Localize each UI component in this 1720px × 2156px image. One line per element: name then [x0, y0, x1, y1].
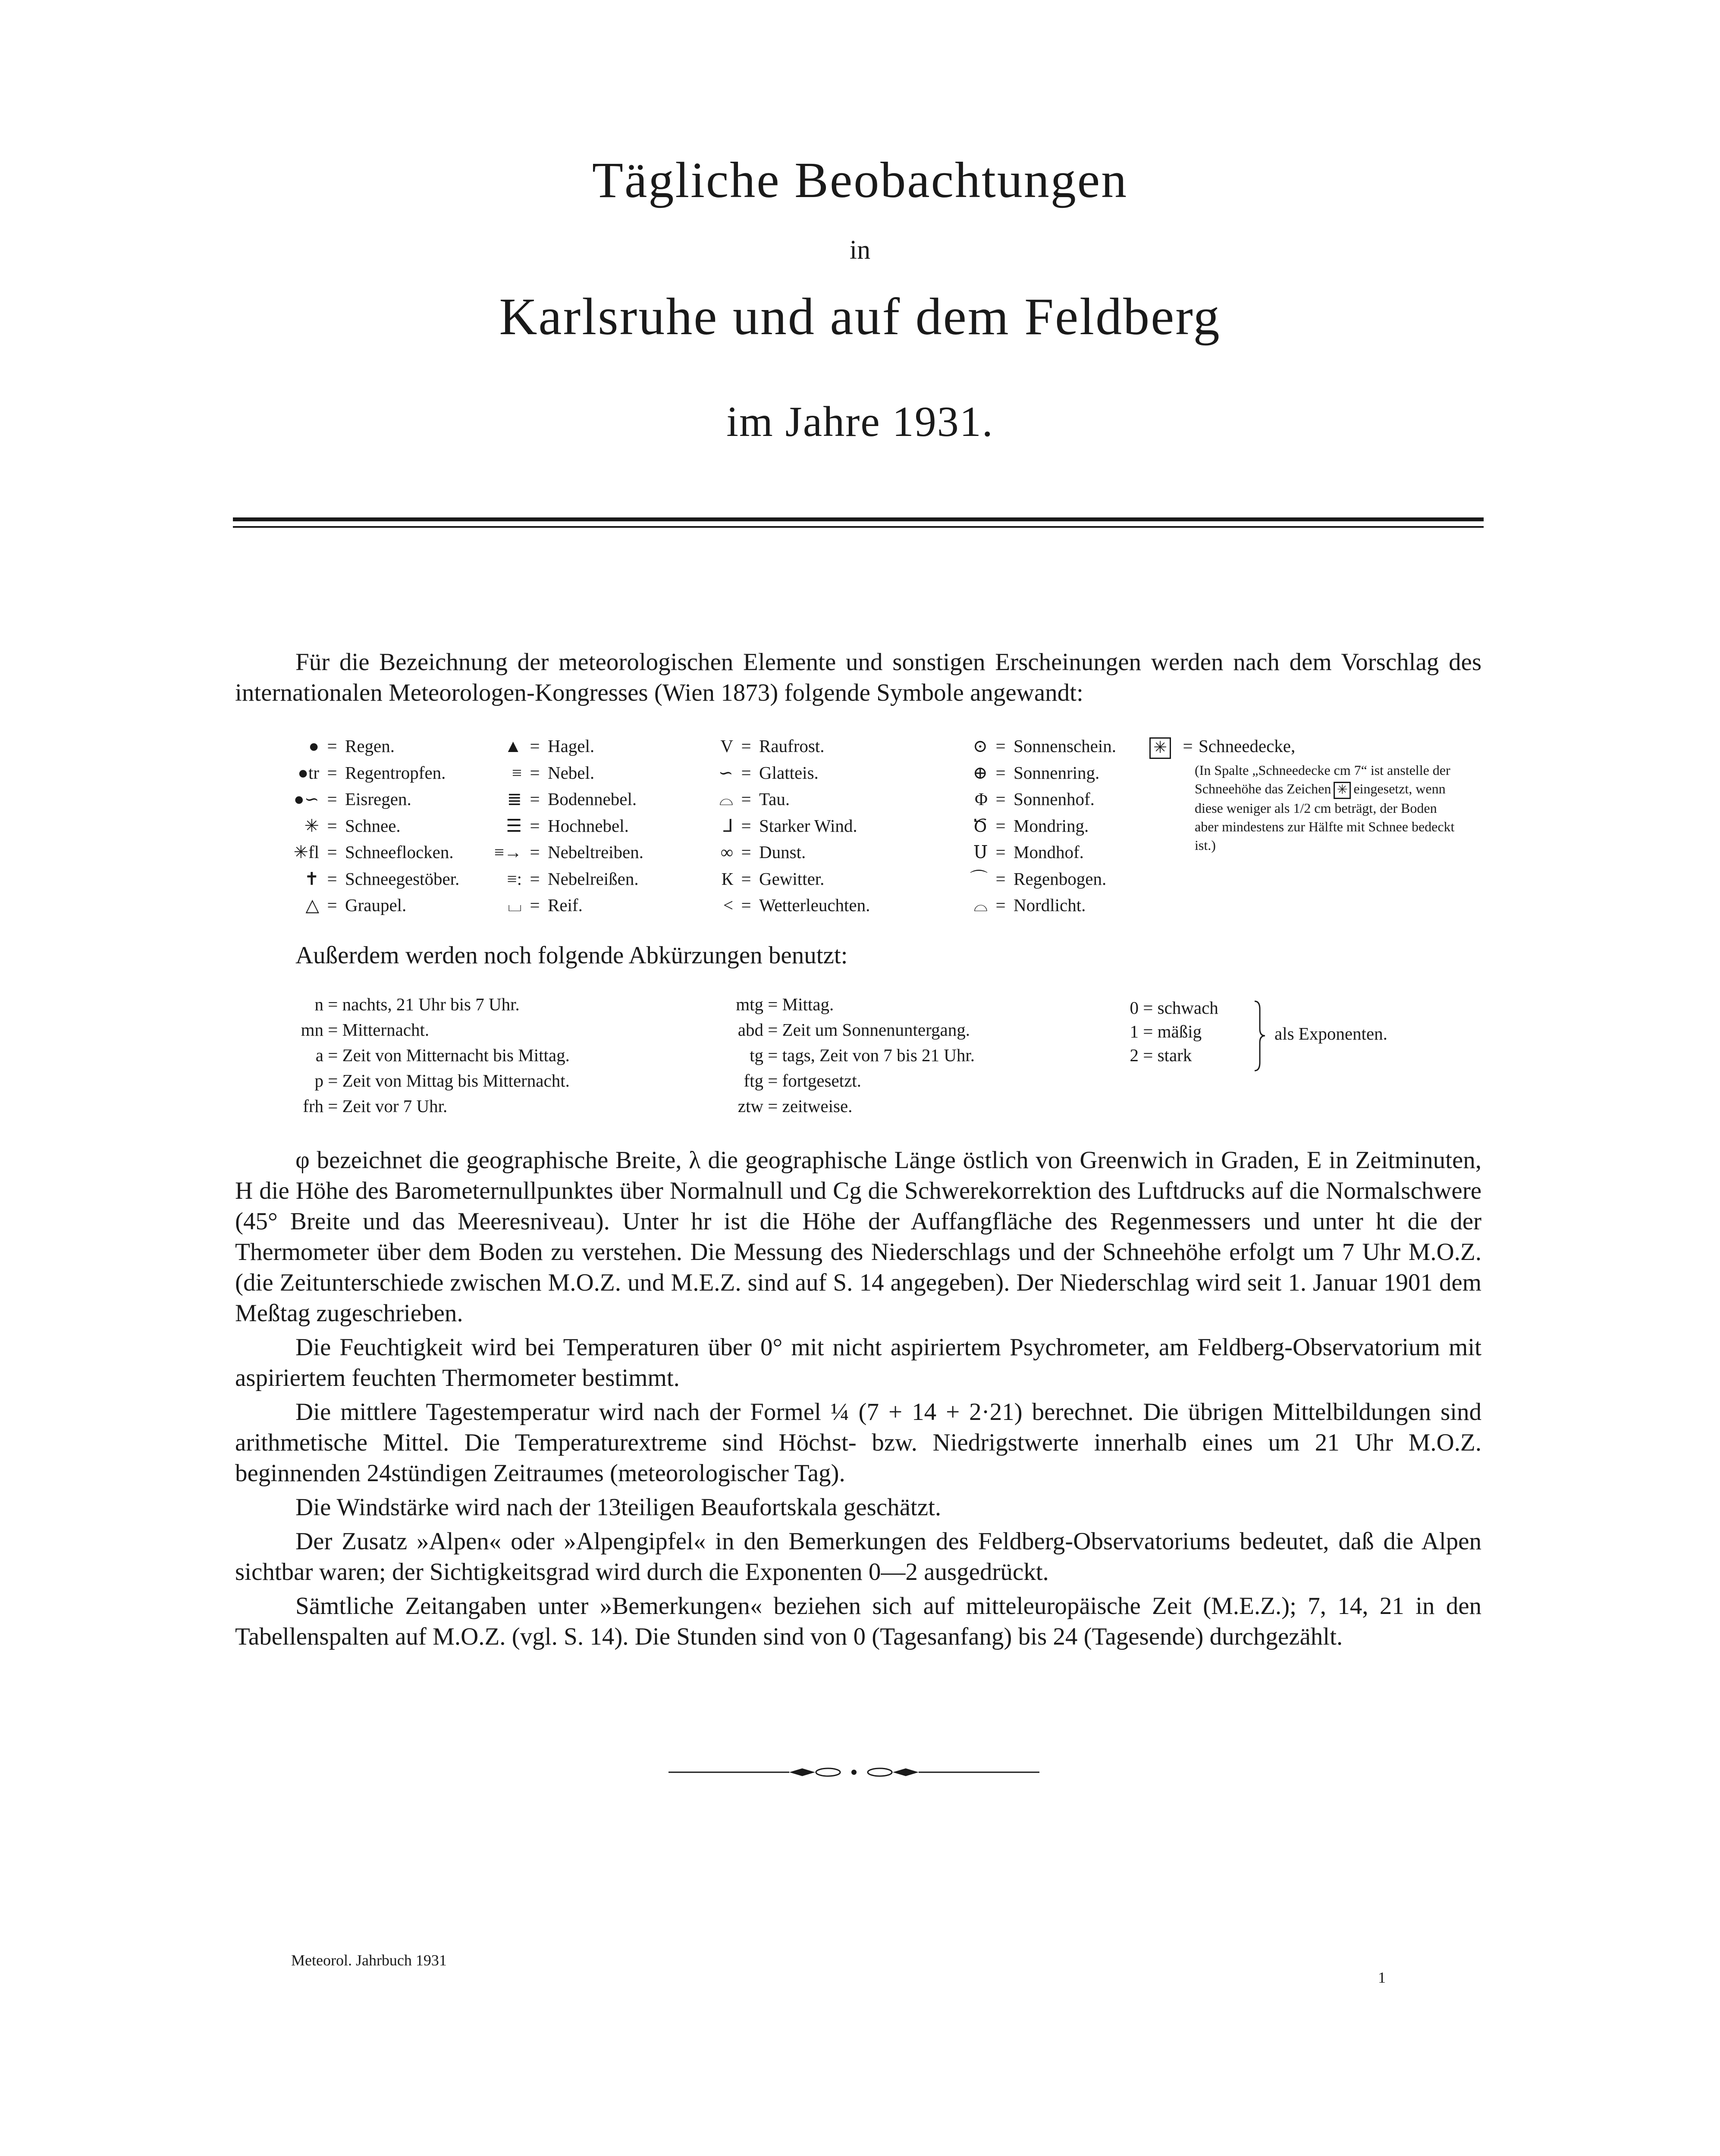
- page-title: Tägliche Beobachtungen: [592, 152, 1128, 208]
- symbol-row: ✳ = Schnee.: [267, 813, 459, 840]
- symbol-label: Schneeflocken.: [345, 842, 454, 862]
- symbol-label: Hagel.: [548, 736, 595, 756]
- symbol-label: Reif.: [548, 895, 583, 915]
- fog-drizzle-icon: ≡:: [507, 868, 522, 889]
- symbol-row: ≡→ = Nebeltreiben.: [470, 839, 643, 866]
- abbr-value: tags, Zeit von 7 bis 21 Uhr.: [782, 1045, 975, 1065]
- abbr-key: frh: [303, 1096, 323, 1116]
- snow-cover-small-icon: ✳: [1334, 782, 1351, 799]
- symbol-row: ☰ = Hochnebel.: [470, 813, 643, 840]
- page-number: 1: [1378, 1969, 1386, 1986]
- abbr-row: ztw = zeitweise.: [707, 1094, 975, 1119]
- rainbow-icon: ⌒: [970, 868, 988, 889]
- abbr-key: 0: [1130, 998, 1139, 1018]
- symbol-row: ●∽ = Eisregen.: [267, 786, 459, 813]
- snow-cover-note: [1195, 761, 1462, 855]
- moon-halo-icon: Ս: [973, 842, 988, 862]
- abbr-value: stark: [1157, 1045, 1192, 1065]
- rain-icon: ●: [308, 736, 319, 756]
- header-rule-thin: [233, 526, 1484, 528]
- symbol-column-4: [936, 733, 1116, 919]
- symbol-row: Ս = Mondhof.: [936, 839, 1116, 866]
- symbol-label: Wetterleuchten.: [759, 895, 870, 915]
- abbr-key: tg: [750, 1045, 763, 1065]
- abbr-row: tg = tags, Zeit von 7 bis 21 Uhr.: [707, 1043, 975, 1068]
- symbol-row: ●tr = Regentropfen.: [267, 760, 459, 787]
- snow-icon: ✳: [304, 815, 319, 836]
- symbol-label: Eisregen.: [345, 789, 411, 809]
- symbol-row: ∽ = Glatteis.: [681, 760, 870, 787]
- symbol-row: ∞ = Dunst.: [681, 839, 870, 866]
- abbr-column-2: [707, 992, 975, 1119]
- symbol-label: Sonnenhof.: [1014, 789, 1095, 809]
- abbr-value: schwach: [1157, 998, 1218, 1018]
- snow-cover-entry: ✳ = Schneedecke,: [1149, 733, 1295, 760]
- abbr-key: mn: [301, 1020, 323, 1040]
- abbr-key: n: [314, 994, 323, 1014]
- haze-icon: ∞: [720, 842, 733, 862]
- abbr-value: mäßig: [1157, 1022, 1202, 1041]
- abbr-row: mn = Mitternacht.: [267, 1017, 570, 1043]
- title-place: Karlsruhe und auf dem Feldberg: [499, 288, 1221, 346]
- symbol-label: Sonnenschein.: [1014, 736, 1116, 756]
- abbr-key: ztw: [738, 1096, 763, 1116]
- sun-ring-icon: ⊕: [973, 762, 988, 783]
- symbol-label: Regenbogen.: [1014, 868, 1107, 889]
- symbol-row: ▲ = Hagel.: [470, 733, 643, 760]
- fog-icon: ≡: [512, 762, 522, 783]
- paragraph: Sämtliche Zeitangaben unter »Bemerkungen« beziehen sich auf mitteleuropäische Zeit (M.E.Z.); 7, 14, 21 in den Tabellenspalten auf M.O.Z. (vgl. S. 14). Die Stunden sind von 0 (Tagesanfang) bis 24 (Tagesende) durchgezählt.: [235, 1592, 1481, 1650]
- abbr-row: a = Zeit von Mitternacht bis Mittag.: [267, 1043, 570, 1068]
- abbr-intro-paragraph: [235, 940, 1481, 971]
- ground-fog-icon: ≣: [507, 789, 522, 809]
- title-connector: in: [849, 235, 871, 265]
- abbr-row: mtg = Mittag.: [707, 992, 975, 1017]
- snowflakes-icon: ✳fl: [293, 842, 319, 862]
- symbol-row: Φ = Sonnenhof.: [936, 786, 1116, 813]
- symbol-label: Regentropfen.: [345, 762, 446, 783]
- freezing-rain-icon: ●∽: [293, 789, 319, 809]
- rime-icon: V: [720, 736, 733, 756]
- symbol-label: Glatteis.: [759, 762, 819, 783]
- abbr-row: n = nachts, 21 Uhr bis 7 Uhr.: [267, 992, 570, 1017]
- thunderstorm-icon: К: [721, 868, 733, 889]
- hoarfrost-icon: ⌴: [508, 895, 522, 915]
- abbr-row: 0 = schwach: [1117, 996, 1218, 1020]
- symbol-label: Gewitter.: [759, 868, 825, 889]
- abbr-key: mtg: [736, 994, 763, 1014]
- abbr-value: Mitternacht.: [342, 1020, 430, 1040]
- moon-ring-icon: Ծ: [973, 815, 988, 836]
- body-text: [235, 1145, 1481, 1652]
- strong-wind-icon: ⅃: [723, 815, 733, 836]
- symbol-row: ⌴ = Reif.: [470, 892, 643, 919]
- symbol-row: ≣ = Bodennebel.: [470, 786, 643, 813]
- symbol-row: ✝ = Schneegestöber.: [267, 866, 459, 893]
- symbol-row: ⌓ = Tau.: [681, 786, 870, 813]
- symbol-row: V = Raufrost.: [681, 733, 870, 760]
- snow-note-text-2: eingesetzt, wenn diese weniger als 1/2 cm beträgt, der Boden aber mindestens zur Hälfte mit Schnee bedeckt ist.): [1195, 781, 1455, 853]
- ornament-divider: [669, 1766, 1039, 1779]
- abbr-row: p = Zeit von Mittag bis Mitternacht.: [267, 1068, 570, 1094]
- symbol-label: Nebelreißen.: [548, 868, 639, 889]
- abbr-column-3: [1117, 996, 1218, 1067]
- symbol-column-2: [470, 733, 643, 919]
- aurora-icon: ⌓: [973, 895, 988, 915]
- footer-source: Meteorol. Jahrbuch 1931: [291, 1952, 447, 1969]
- symbol-label: Nebel.: [548, 762, 595, 783]
- symbol-row: ≡ = Nebel.: [470, 760, 643, 787]
- symbol-label: Nebeltreiben.: [548, 842, 643, 862]
- symbol-row: ⊙ = Sonnenschein.: [936, 733, 1116, 760]
- abbr-key: ftg: [744, 1071, 763, 1091]
- symbol-row: Ծ = Mondring.: [936, 813, 1116, 840]
- symbol-label: Mondring.: [1014, 815, 1089, 836]
- symbol-column-3: [681, 733, 870, 919]
- abbr-value: Zeit vor 7 Uhr.: [342, 1096, 448, 1116]
- symbol-row: ⌓ = Nordlicht.: [936, 892, 1116, 919]
- symbol-row: ≡: = Nebelreißen.: [470, 866, 643, 893]
- abbr-value: Mittag.: [782, 994, 834, 1014]
- abbr-value: Zeit von Mitternacht bis Mittag.: [342, 1045, 570, 1065]
- intro-text: Für die Bezeichnung der meteorologischen Elemente und sonstigen Erscheinungen werden nach dem Vorschlag des internationalen Meteorologen-Kongresses (Wien 1873) folgende Symbole angewandt:: [235, 649, 1481, 706]
- abbr-value: Zeit um Sonnenuntergang.: [782, 1020, 970, 1040]
- sunshine-icon: ⊙: [973, 736, 988, 756]
- glaze-icon: ∽: [718, 762, 733, 783]
- symbol-row: △ = Graupel.: [267, 892, 459, 919]
- abbr-row: 2 = stark: [1117, 1044, 1218, 1067]
- paragraph: Die Windstärke wird nach der 13teiligen Beaufortskala geschätzt.: [295, 1494, 942, 1521]
- abbr-key: p: [314, 1071, 323, 1091]
- symbol-column-1: [267, 733, 459, 919]
- right-brace-icon: [1253, 1000, 1266, 1072]
- symbol-label: Bodennebel.: [548, 789, 637, 809]
- symbol-row: К = Gewitter.: [681, 866, 870, 893]
- symbol-row: ⌒ = Regenbogen.: [936, 866, 1116, 893]
- abbr-value: zeitweise.: [782, 1096, 853, 1116]
- abbr-row: abd = Zeit um Sonnenuntergang.: [707, 1017, 975, 1043]
- dew-icon: ⌓: [719, 789, 733, 809]
- symbol-label: Hochnebel.: [548, 815, 629, 836]
- paragraph: Die mittlere Tagestemperatur wird nach der Formel ¼ (7 + 14 + 2·21) berechnet. Die übrigen Mittelbildungen sind arithmetische Mittel. Die Temperaturextreme sind Höchst- bzw. Niedrigstwerte innerhalb eines um 21 Uhr M.O.Z. beginnenden 24stündigen Zeitraumes (meteorologischer Tag).: [235, 1398, 1481, 1487]
- symbol-label: Mondhof.: [1014, 842, 1084, 862]
- abbr-key: 1: [1130, 1022, 1139, 1041]
- symbol-label: Regen.: [345, 736, 395, 756]
- symbol-label: Tau.: [759, 789, 790, 809]
- graupel-icon: △: [305, 895, 319, 915]
- paragraph: Der Zusatz »Alpen« oder »Alpengipfel« in den Bemerkungen des Feldberg-Observatoriums bedeutet, daß die Alpen sichtbar waren; der Sichtigkeitsgrad wird durch die Exponenten 0—2 ausgedrückt.: [235, 1528, 1481, 1586]
- hail-icon: ▲: [504, 736, 522, 756]
- paragraph: Die Feuchtigkeit wird bei Temperaturen über 0° mit nicht aspiriertem Psychrometer, am Feldberg-Observatorium mit aspiriertem feuchten Thermometer bestimmt.: [235, 1334, 1481, 1391]
- symbol-label: Raufrost.: [759, 736, 825, 756]
- high-fog-icon: ☰: [506, 815, 522, 836]
- abbr-key: abd: [738, 1020, 763, 1040]
- abbr-value: Zeit von Mittag bis Mitternacht.: [342, 1071, 570, 1091]
- abbr-column-1: [267, 992, 570, 1119]
- blizzard-icon: ✝: [304, 868, 319, 889]
- symbol-row: < = Wetterleuchten.: [681, 892, 870, 919]
- symbol-label: Schnee.: [345, 815, 401, 836]
- abbr-row: ftg = fortgesetzt.: [707, 1068, 975, 1094]
- exponent-label: als Exponenten.: [1274, 1024, 1387, 1044]
- sheet-lightning-icon: <: [723, 895, 733, 915]
- symbol-row: ✳fl = Schneeflocken.: [267, 839, 459, 866]
- snow-note-text-1: (In Spalte „Schneedecke cm 7“ ist anstelle der Schneehöhe das Zeichen: [1195, 762, 1450, 796]
- symbol-label: Nordlicht.: [1014, 895, 1086, 915]
- snow-cover-icon: ✳: [1149, 737, 1171, 759]
- drifting-fog-icon: ≡→: [494, 842, 522, 862]
- header-rule-thick: [233, 517, 1484, 521]
- abbr-row: 1 = mäßig: [1117, 1020, 1218, 1044]
- abbr-value: fortgesetzt.: [782, 1071, 861, 1091]
- symbol-label: Dunst.: [759, 842, 806, 862]
- symbol-label: Sonnenring.: [1014, 762, 1100, 783]
- snow-cover-label: Schneedecke,: [1199, 736, 1296, 756]
- title-year: im Jahre 1931.: [726, 398, 994, 445]
- symbol-label: Graupel.: [345, 895, 407, 915]
- abbr-key: 2: [1130, 1045, 1139, 1065]
- abbr-value: nachts, 21 Uhr bis 7 Uhr.: [342, 994, 520, 1014]
- symbol-row: ⊕ = Sonnenring.: [936, 760, 1116, 787]
- sun-halo-icon: Φ: [975, 789, 988, 809]
- symbol-label: Schneegestöber.: [345, 868, 460, 889]
- raindrops-icon: ●tr: [298, 762, 319, 783]
- symbol-label: Starker Wind.: [759, 815, 857, 836]
- abbr-intro-text: Außerdem werden noch folgende Abkürzungen benutzt:: [295, 942, 848, 969]
- abbr-key: a: [315, 1045, 323, 1065]
- symbol-row: ⅃ = Starker Wind.: [681, 813, 870, 840]
- paragraph: φ bezeichnet die geographische Breite, λ die geographische Länge östlich von Greenwich in Graden, E in Zeitminuten, H die Höhe des Barometernullpunktes über Normalnull und Cg die Schwerekorrektion des Luftdrucks auf die Normalschwere (45° Breite und das Meeresniveau). Unter hr ist die Höhe der Auffangfläche des Regenmessers und unter ht die der Thermometer über dem Boden zu verstehen. Die Messung des Niederschlags und der Schneehöhe erfolgt um 7 Uhr M.O.Z. (die Zeitunterschiede zwischen M.O.Z. und M.E.Z. sind auf S. 14 angegeben). Der Niederschlag wird seit 1. Januar 1901 dem Meßtag zugeschrieben.: [235, 1147, 1481, 1327]
- symbol-row: ● = Regen.: [267, 733, 459, 760]
- intro-paragraph: [235, 647, 1481, 708]
- abbr-row: frh = Zeit vor 7 Uhr.: [267, 1094, 570, 1119]
